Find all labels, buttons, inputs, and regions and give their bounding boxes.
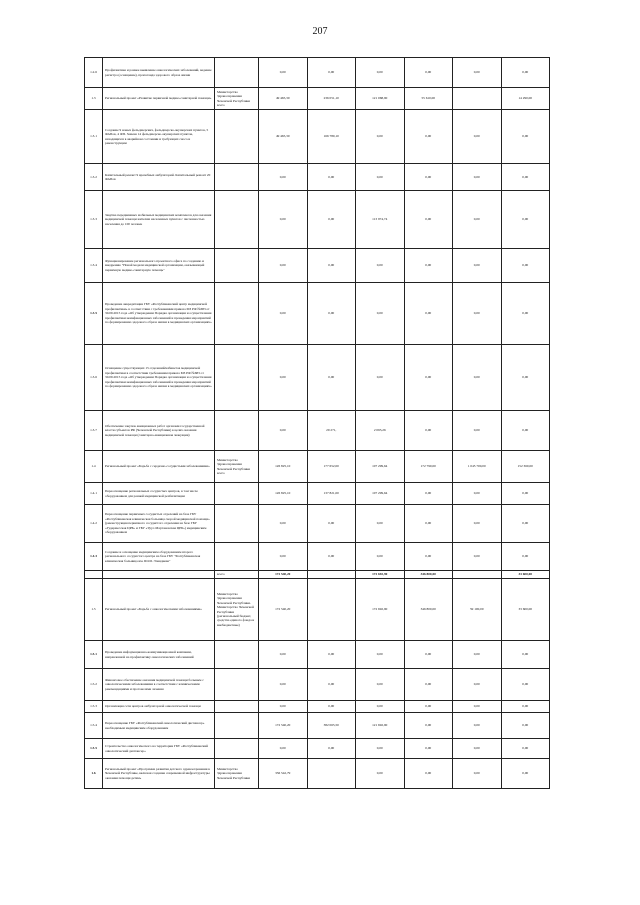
table-row	[85, 739, 550, 759]
row-value: 0,00	[404, 669, 453, 701]
row-value: 0,00	[453, 345, 502, 411]
row-value: 0,00	[259, 641, 308, 669]
row-value: 0,00	[356, 110, 405, 164]
row-executor	[215, 713, 259, 739]
row-value: 0,00	[259, 164, 308, 191]
row-name: Переоснащение ГБУ «Республиканский онкологический диспансер» необходимым медицинским оборудованием	[103, 713, 215, 739]
row-value: 0,00	[356, 249, 405, 283]
row-executor	[215, 283, 259, 345]
row-value: 166 780,10	[307, 110, 356, 164]
table-row	[85, 58, 550, 88]
table-row	[85, 641, 550, 669]
row-value: 172 790,00	[404, 451, 453, 483]
row-value: 0,00	[404, 58, 453, 88]
row-code: 1.5.1	[85, 641, 103, 669]
row-value: 0,00	[404, 411, 453, 451]
budget-table	[84, 57, 550, 789]
row-code: 1.2.6	[85, 58, 103, 88]
row-value: 0,00	[453, 164, 502, 191]
row-executor	[215, 345, 259, 411]
row-value: 0,00	[404, 191, 453, 249]
row-value: 59 100,00	[453, 579, 502, 641]
row-value: 0,00	[501, 191, 550, 249]
row-value: 0,00	[501, 641, 550, 669]
row-name: Капитальный ремонт 9 врачебных амбулаторий. Капитальный ремонт 20 ФАПов	[103, 164, 215, 191]
row-value: 0,00	[259, 58, 308, 88]
row-value: 0,00	[453, 249, 502, 283]
table-row	[85, 345, 550, 411]
row-value: 236 051,10	[307, 88, 356, 110]
row-value: 0,00	[307, 701, 356, 713]
row-value: 152 360,00	[501, 451, 550, 483]
row-executor	[215, 191, 259, 249]
table-row	[85, 669, 550, 701]
row-value: 0,00	[501, 483, 550, 505]
row-name: Создание и оснащение медицинским оборудованием второго регионального сосудистого центра на базе ГБУ "Республиканская клиническая больница им. Ш.Ш. Эпендиева"	[103, 543, 215, 571]
table-row	[85, 579, 550, 641]
row-value: 0,00	[453, 543, 502, 571]
row-value: 0,00	[307, 283, 356, 345]
row-value: 0,00	[404, 713, 453, 739]
row-value: 0,00	[356, 543, 405, 571]
row-value: 0,00	[356, 669, 405, 701]
row-value: 126 825,10	[259, 483, 308, 505]
row-name: Переоснащение первичных сосудистых отделений на базе ГБУ «Республиканская клиническая больница скорой медицинской помощи» (реконструкция первичного сосудистого отделения на базе ГБУ «Гудермесская ЦРБ» и ГБУ «Урус-Мартановская ЦРБ») медицинским оборудованием	[103, 505, 215, 543]
row-code: 1.4.2	[85, 505, 103, 543]
row-name: Создание 9 новых фельдшерских, фельдшерско-акушерских пунктов, 5 ФАПов, 4 ФП. Замена 14 фельдшерско-акушерских пунктов, находящихся в аварийном состоянии и требующих сноса и реконструкции	[103, 110, 215, 164]
row-value: 2 093,26	[356, 411, 405, 451]
row-executor	[215, 669, 259, 701]
table-row	[85, 713, 550, 739]
table-row	[85, 283, 550, 345]
row-value: 0,00	[453, 641, 502, 669]
row-value: 0,00	[501, 759, 550, 789]
row-value: 0,00	[453, 483, 502, 505]
row-value: 0,00	[307, 669, 356, 701]
row-value: 336 542,79	[259, 759, 308, 789]
row-value: 0,00	[453, 58, 502, 88]
row-executor	[215, 641, 259, 669]
row-value: 0,00	[307, 739, 356, 759]
row-value: 0,00	[307, 543, 356, 571]
row-value: 0,00	[259, 411, 308, 451]
row-value: 0,00	[501, 739, 550, 759]
row-code: 1.5.4	[85, 713, 103, 739]
row-value: 0,00	[259, 739, 308, 759]
row-value: 55 610,00	[404, 88, 453, 110]
row-value: 0,00	[307, 191, 356, 249]
row-value: 29 271,	[307, 411, 356, 451]
row-value: 0,00	[501, 164, 550, 191]
row-value: 0,00	[259, 505, 308, 543]
row-value: 0,00	[259, 669, 308, 701]
row-value	[453, 571, 502, 579]
row-value: 0,00	[453, 110, 502, 164]
row-value: 0,00	[404, 759, 453, 789]
row-value: 0,00	[404, 249, 453, 283]
row-executor	[215, 483, 259, 505]
table-row	[85, 249, 550, 283]
row-value: 126 825,10	[259, 451, 308, 483]
row-value: 0,00	[307, 641, 356, 669]
row-value: 346 800,00	[404, 579, 453, 641]
row-value: 0,00	[259, 191, 308, 249]
row-value: 0,00	[453, 701, 502, 713]
row-value: 0,00	[356, 759, 405, 789]
row-value: 137 821,00	[307, 483, 356, 505]
row-executor	[215, 543, 259, 571]
row-value: 0,00	[453, 411, 502, 451]
row-value: 0,00	[453, 759, 502, 789]
row-name: Финансовое обеспечение оказания медицинской помощи больным с онкологическими заболеваниями в соответствии с клиническими рекомендациями и протоколами лечения	[103, 669, 215, 701]
table-body	[85, 58, 550, 789]
row-value: 113 974,74	[356, 191, 405, 249]
row-value: 0,00	[307, 345, 356, 411]
row-value: 0,00	[453, 669, 502, 701]
row-code: 1.4	[85, 451, 103, 483]
row-value: 107 299,64	[356, 451, 405, 483]
row-value	[453, 88, 502, 110]
table-row	[85, 110, 550, 164]
row-name: Региональный проект «Развитие первичной медико-санитарной помощи»	[103, 88, 215, 110]
row-value: 0,00	[404, 483, 453, 505]
row-executor: всего	[215, 571, 259, 579]
row-value: 0,00	[356, 58, 405, 88]
row-name: Организация сети центров амбулаторной онкологической помощи	[103, 701, 215, 713]
row-value: 0,00	[307, 164, 356, 191]
row-value: 0,00	[259, 345, 308, 411]
row-value: 0,00	[453, 713, 502, 739]
row-value: 121 068,90	[356, 88, 405, 110]
row-executor	[215, 249, 259, 283]
row-value: 0,00	[259, 543, 308, 571]
row-value: 0,00	[404, 505, 453, 543]
row-code: 1.5.3	[85, 701, 103, 713]
row-executor	[215, 505, 259, 543]
row-value: 172 692,90	[356, 579, 405, 641]
row-value: 382 065,50	[307, 713, 356, 739]
row-value: 0,00	[356, 283, 405, 345]
row-value: 0,00	[501, 283, 550, 345]
row-name: Обеспечение закупок авиационных работ органами государственной власти субъектов РФ (Чеченской Республики) в целях оказания медицинской помощи (санитарно-авиационная эвакуация)	[103, 411, 215, 451]
row-executor	[215, 739, 259, 759]
row-value: 0,00	[501, 110, 550, 164]
row-name: Региональный проект «Программа развития детского здравоохранения в Чеченской Республике, включая создание современной инфраструктуры оказания помощи детям»	[103, 759, 215, 789]
table-row	[85, 483, 550, 505]
row-value: 0,00	[259, 283, 308, 345]
row-value: 0,00	[404, 641, 453, 669]
row-code: 1.3.3	[85, 191, 103, 249]
row-value: 0,00	[501, 701, 550, 713]
row-executor: Министерство Здравоохранения Чеченской Республики. Министерство Чеченской Республики (региональный бюджет, средства единого фонда и внебюджетные)	[215, 579, 259, 641]
row-name	[103, 571, 215, 579]
row-name: Закупка передвижных мобильных медицинских комплексов для оказания медицинской помощи жителям населенных пунктов с численностью населения до 100 человек	[103, 191, 215, 249]
row-code: 1.5.2	[85, 669, 103, 701]
row-value	[307, 759, 356, 789]
row-code: 1.5.5	[85, 739, 103, 759]
row-value: 0,00	[356, 345, 405, 411]
row-value: 0,00	[501, 345, 550, 411]
row-name: Региональный проект «Борьба с онкологическими заболеваниями»	[103, 579, 215, 641]
row-value: 0,00	[404, 739, 453, 759]
table-row	[85, 191, 550, 249]
row-value: 172 540,20	[259, 571, 308, 579]
row-value: 49 465,30	[259, 88, 308, 110]
row-value: 0,00	[501, 249, 550, 283]
table-row	[85, 571, 550, 579]
row-value: 0,00	[404, 345, 453, 411]
row-value: 0,00	[356, 701, 405, 713]
row-executor	[215, 110, 259, 164]
row-value: 0,00	[501, 669, 550, 701]
row-value: 0,00	[501, 713, 550, 739]
row-code: 1.3.7	[85, 411, 103, 451]
row-value: 172 692,90	[356, 571, 405, 579]
row-value	[307, 571, 356, 579]
row-value: 0,00	[501, 411, 550, 451]
row-value: 0,00	[356, 505, 405, 543]
table-row	[85, 164, 550, 191]
row-value: 0,00	[453, 505, 502, 543]
row-name: Профилактика и раннее выявление онкологических заболеваний, ведение регистра (оснащение), пропаганда здорового образа жизни	[103, 58, 215, 88]
row-value: 0,00	[404, 164, 453, 191]
row-executor	[215, 58, 259, 88]
row-value: 0,00	[307, 58, 356, 88]
row-value: 0,00	[307, 249, 356, 283]
row-name: Функционирование регионального проектного офиса по созданию и внедрению "Новой модели медицинской организации, оказывающей первичную медико-санитарную помощь"	[103, 249, 215, 283]
row-value: 0,00	[453, 283, 502, 345]
row-value: 0,00	[404, 543, 453, 571]
row-code	[85, 571, 103, 579]
table-row	[85, 701, 550, 713]
row-code: 1.3.6	[85, 345, 103, 411]
row-executor	[215, 701, 259, 713]
row-executor: Министерство Здравоохранения Чеченской Республики всего	[215, 451, 259, 483]
row-code: 1.3.4	[85, 249, 103, 283]
table-row	[85, 505, 550, 543]
table-row	[85, 88, 550, 110]
row-executor: Министерство Здравоохранения Чеченской Республики	[215, 759, 259, 789]
row-value: 172 540,20	[259, 713, 308, 739]
row-value: 14 290,00	[501, 88, 550, 110]
row-executor	[215, 411, 259, 451]
row-name: Проведение информационно-коммуникационной кампании, направленной на профилактику онкологических заболеваний	[103, 641, 215, 669]
row-value: 0,00	[356, 641, 405, 669]
row-value: 0,00	[501, 543, 550, 571]
row-value: 33 600,00	[501, 571, 550, 579]
row-executor: Министерство Здравоохранения Чеченской Республики всего	[215, 88, 259, 110]
row-name: Региональный проект «Борьба с сердечно-сосудистыми заболеваниями»	[103, 451, 215, 483]
table-row	[85, 451, 550, 483]
row-executor	[215, 164, 259, 191]
row-code: 1.3	[85, 88, 103, 110]
row-value: 172 540,20	[259, 579, 308, 641]
row-value: 0,00	[501, 58, 550, 88]
page-number: 207	[312, 26, 328, 37]
row-name: Проведение аккредитации ГБУ «Республиканский центр медицинской профилактики» в соответствии с требованиями приказа МЗ РФ №683 от 30.09.2015 года «Об утверждении Порядка организации и осуществления профилактики неинфекционных заболеваний и проведения мероприятий по формированию здорового образа жизни в медицинских организациях»	[103, 283, 215, 345]
table-row	[85, 759, 550, 789]
row-name: Переоснащение региональных сосудистых центров, в том числе оборудованием для ранней медицинской реабилитации	[103, 483, 215, 505]
row-code: 1.4.3	[85, 543, 103, 571]
row-value: 1 045 700,00	[453, 451, 502, 483]
row-value: 0,00	[453, 739, 502, 759]
row-value: 0,00	[404, 283, 453, 345]
row-code: 1.6	[85, 759, 103, 789]
row-value: 0,00	[453, 191, 502, 249]
table-row	[85, 411, 550, 451]
row-value: 0,00	[259, 701, 308, 713]
row-value: 0,00	[356, 164, 405, 191]
table-row	[85, 543, 550, 571]
row-value: 177 652,00	[307, 451, 356, 483]
row-code: 1.3.2	[85, 164, 103, 191]
row-code: 1.5	[85, 579, 103, 641]
row-value: 346 800,00	[404, 571, 453, 579]
row-value: 33 600,00	[501, 579, 550, 641]
row-name: Строительство онкологического на территории ГБУ «Республиканский онкологический диспансер»	[103, 739, 215, 759]
row-value: 49 465,30	[259, 110, 308, 164]
row-value: 0,00	[307, 505, 356, 543]
row-code: 1.3.5	[85, 283, 103, 345]
row-value: 0,00	[501, 505, 550, 543]
row-name: Оснащение существующих 15 отделений/кабинетов медицинской профилактики в соответствии требованиям приказа МЗ РФ №683 от 30.09.2015 года «Об утверждении Порядка организации и осуществления профилактики неинфекционных заболеваний и проведения мероприятий по формированию здорового образа жизни в медицинских организациях»	[103, 345, 215, 411]
row-value: 107 299,64	[356, 483, 405, 505]
row-value: 121 692,90	[356, 713, 405, 739]
row-code: 1.4.1	[85, 483, 103, 505]
row-value: 0,00	[404, 110, 453, 164]
row-value	[307, 579, 356, 641]
row-value: 0,00	[404, 701, 453, 713]
row-value: 0,00	[259, 249, 308, 283]
row-code: 1.3.1	[85, 110, 103, 164]
row-value: 0,00	[356, 739, 405, 759]
